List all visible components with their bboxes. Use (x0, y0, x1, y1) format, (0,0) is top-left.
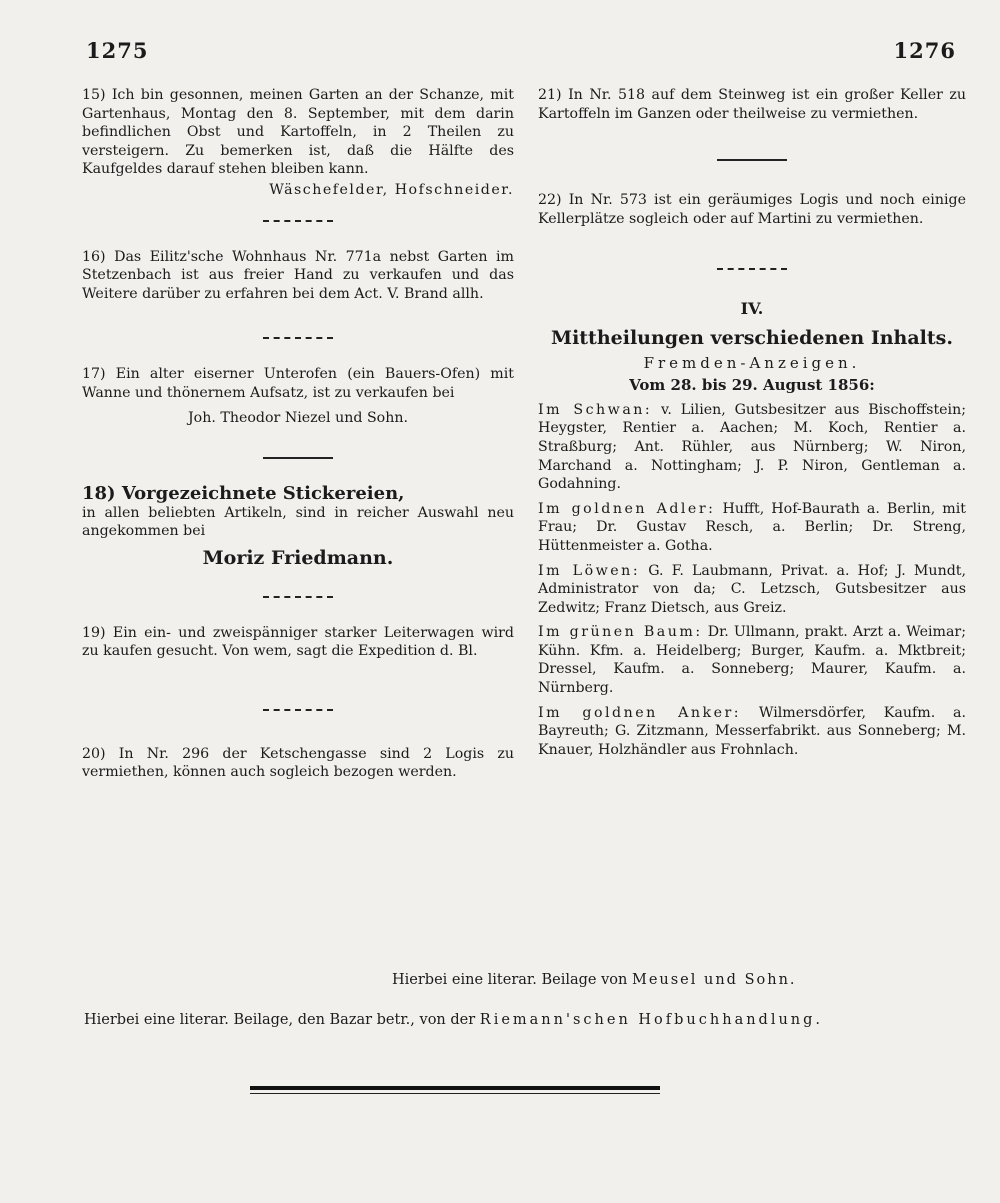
sub-heading: Fremden-Anzeigen. (643, 353, 861, 372)
page-number-left: 1275 (86, 38, 149, 63)
ad-17 (82, 365, 514, 427)
footer-supplement-note-1 (392, 972, 952, 988)
hotel-name: Im Löwen: (538, 562, 641, 579)
guest-list: Wilmersdörfer, Kaufm. a. Bayreuth; G. Zitzmann, Messerfabrikt. aus Sonneberg; M. Knauer, Holzhändler aus Frohnlach. (538, 704, 966, 758)
footer-publisher: Meusel und Sohn. (631, 972, 797, 988)
ad-19 (82, 624, 514, 661)
page-number-right: 1276 (893, 38, 956, 63)
footer-text: Hierbei eine literar. Beilage, den Bazar betr., von der (84, 1012, 476, 1028)
guest-entry (538, 623, 966, 697)
divider (717, 159, 787, 161)
hotel-name: Im goldnen Adler: (538, 500, 716, 517)
left-column (82, 86, 514, 782)
hotel-name: Im goldnen Anker: (538, 704, 742, 721)
ad-20 (82, 745, 514, 782)
ad-text: 17) Ein alter eiserner Unterofen (ein Bauers-Ofen) mit Wanne und thönernem Aufsatz, ist zu verkaufen bei (82, 366, 514, 401)
ad-21 (538, 86, 966, 123)
ad-text: 19) Ein ein- und zweispänniger starker Leiterwagen wird zu kaufen gesucht. Von wem, sagt die Expedition d. Bl. (82, 624, 514, 660)
ad-text: 22) In Nr. 573 ist ein geräumiges Logis und noch einige Kellerplätze sogleich oder auf Martini zu vermiethen. (538, 192, 966, 227)
footer-text: Hierbei eine literar. Beilage von (392, 972, 628, 988)
ad-text: in allen beliebten Artikeln, sind in reicher Auswahl neu angekommen bei (82, 504, 514, 540)
footer-publisher: Riemann'schen Hofbuchhandlung. (479, 1012, 824, 1028)
guest-entry (538, 401, 966, 494)
guest-list: Dr. Ullmann, prakt. Arzt a. Weimar; Kühn. Kfm. a. Heidelberg; Burger, Kaufm. a. Mktbreit; Dressel, Kaufm. a. Sonneberg; Maurer, Kaufm. a. Nürnberg. (538, 624, 966, 697)
guest-list: G. F. Laubmann, Privat. a. Hof; J. Mundt, Administrator von da; C. Letzsch, Gutsbesitzer aus Zedwitz; Franz Dietsch, aus Greiz. (538, 562, 966, 616)
ad-16 (82, 248, 514, 304)
closing-rule (250, 1086, 660, 1090)
divider (263, 337, 333, 339)
divider (263, 709, 333, 711)
section-number: IV. (740, 299, 764, 319)
section-title: Mittheilungen verschiedenen Inhalts. (551, 326, 953, 349)
ad-text: 21) In Nr. 518 auf dem Steinweg ist ein großer Keller zu Kartoffeln im Ganzen oder theilweise zu vermiethen. (538, 87, 966, 122)
ad-signature: Wäschefelder, Hofschneider. (269, 181, 514, 198)
hotel-name: Im grünen Baum: (538, 624, 703, 641)
footer-supplement-note-2 (84, 1012, 964, 1028)
divider (263, 596, 333, 598)
guest-entry (538, 704, 966, 760)
ad-signature: Joh. Theodor Niezel und Sohn. (187, 409, 409, 426)
ad-text: 15) Ich bin gesonnen, meinen Garten an der Schanze, mit Gartenhaus, Montag den 8. September, mit dem darin befindlichen Obst und Kartoffeln, in 2 Theilen zu versteigern. Zu bemerken ist, daß die Hälfte des Kaufgeldes darauf stehen bleiben kann. (82, 87, 514, 178)
divider (717, 268, 787, 270)
ad-22 (538, 191, 966, 228)
ad-signature: Moriz Friedmann. (202, 546, 394, 569)
guest-entry (538, 562, 966, 618)
closing-rule-thin (250, 1093, 660, 1094)
right-column (538, 86, 966, 765)
ad-text: 16) Das Eilitz'sche Wohnhaus Nr. 771a nebst Garten im Stetzenbach ist aus freier Hand zu verkaufen und das Weitere darüber zu erfahren bei dem Act. V. Brand allh. (82, 248, 514, 302)
ad-18 (82, 485, 514, 567)
date-line: Vom 28. bis 29. August 1856: (629, 376, 875, 395)
ad-15 (82, 86, 514, 200)
divider (263, 457, 333, 459)
ad-heading: 18) Vorgezeichnete Stickereien, (82, 483, 405, 505)
hotel-name: Im Schwan: (538, 401, 653, 418)
guest-list: Hufft, Hof-Baurath a. Berlin, mit Frau; Dr. Gustav Resch, a. Berlin; Dr. Streng, Hüttenmeister a. Gotha. (538, 500, 966, 554)
divider (263, 220, 333, 222)
guest-list: v. Lilien, Gutsbesitzer aus Bischoffstein; Heygster, Rentier a. Aachen; M. Koch, Rentier a. Straßburg; Ant. Rühler, aus Nürnberg; W. Niron, Marchand a. Nottingham; J. P. Niron, Gentleman a. Godahning. (538, 401, 966, 493)
ad-text: 20) In Nr. 296 der Ketschengasse sind 2 Logis zu vermiethen, können auch sogleich bezogen werden. (82, 745, 514, 781)
guest-entry (538, 500, 966, 556)
